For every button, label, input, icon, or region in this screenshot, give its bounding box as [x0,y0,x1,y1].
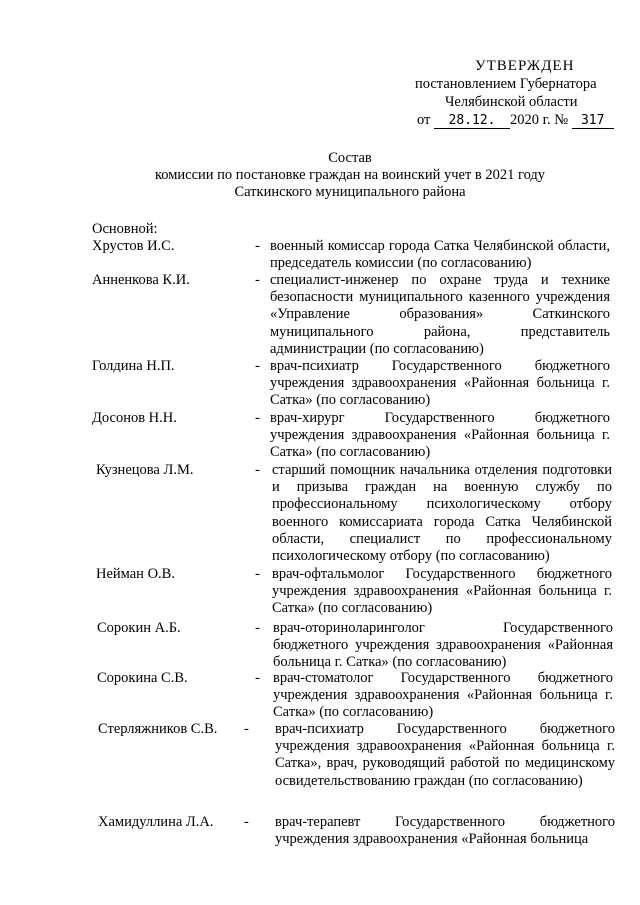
member-description: врач-оториноларинголог Государственного бюджетного учреждения здравоохранения «Районная больница г. Сатка» (по согласованию) [273,620,613,671]
heading-line-2: комиссии по постановке граждан на воинский учет в 2021 году [154,167,546,184]
year-suffix: 2020 г. № [510,112,569,128]
document-heading [100,150,600,202]
date-prefix: от [417,112,431,128]
member-dash: - [255,238,260,254]
section-label: Основной: [92,221,158,237]
member-name: Стерляжников С.В. [98,721,218,737]
heading-line-1: Состав [328,150,372,166]
approval-line-1: постановлением Губернатора [415,76,597,92]
member-dash: - [255,566,260,582]
member-description: врач-стоматолог Государственного бюджетного учреждения здравоохранения «Районная больница г. Сатка» (по согласованию) [273,670,613,721]
member-dash: - [244,814,249,830]
member-name: Хамидуллина Л.А. [98,814,214,830]
approval-title: УТВЕРЖДЕН [475,58,575,74]
member-description: врач-психиатр Государственного бюджетного учреждения здравоохранения «Районная больница г. Сатка» (по согласованию) [270,358,610,409]
member-description: врач-терапевт Государственного бюджетного учреждения здравоохранения «Районная больница [275,814,615,848]
member-dash: - [244,721,249,737]
heading-line-3: Саткинского муниципального района [234,184,466,201]
member-description: специалист-инженер по охране труда и технике безопасности муниципального казенного учреждения «Управление образования» Саткинского муниципального района, представитель администрации (по согласованию) [270,272,610,357]
member-dash: - [255,272,260,288]
member-name: Досонов Н.Н. [92,410,177,426]
member-dash: - [255,620,260,636]
member-description: врач-офтальмолог Государственного бюджетного учреждения здравоохранения «Районная больница г. Сатка» (по согласованию) [272,566,612,617]
member-dash: - [255,462,260,478]
member-name: Хрустов И.С. [92,238,175,254]
approval-line-2: Челябинской области [445,94,578,110]
member-description: военный комиссар города Сатка Челябинской области, председатель комиссии (по согласованию) [270,238,610,272]
member-name: Кузнецова Л.М. [96,462,194,478]
member-name: Сорокин А.Б. [97,620,181,636]
member-description: врач-психиатр Государственного бюджетного учреждения здравоохранения «Районная больница г. Сатка», врач, руководящий работой по медицинскому освидетельствованию граждан (по согласованию) [275,721,615,789]
approval-date-line [417,112,614,129]
approval-number: 317 [572,114,614,129]
member-dash: - [255,358,260,374]
member-description: старший помощник начальника отделения подготовки и призыва граждан на военную службу по профессиональному психологическому отбору военного комиссариата города Сатка Челябинской области, специалист по профессиональному психологическому отбору (по согласованию) [272,462,612,565]
member-dash: - [255,410,260,426]
approval-date: 28.12. [434,114,510,129]
member-name: Голдина Н.П. [92,358,175,374]
member-name: Сорокина С.В. [97,670,188,686]
member-dash: - [255,670,260,686]
member-name: Нейман О.В. [96,566,175,582]
member-name: Анненкова К.И. [92,272,190,288]
member-description: врач-хирург Государственного бюджетного учреждения здравоохранения «Районная больница г. Сатка» (по согласованию) [270,410,610,461]
